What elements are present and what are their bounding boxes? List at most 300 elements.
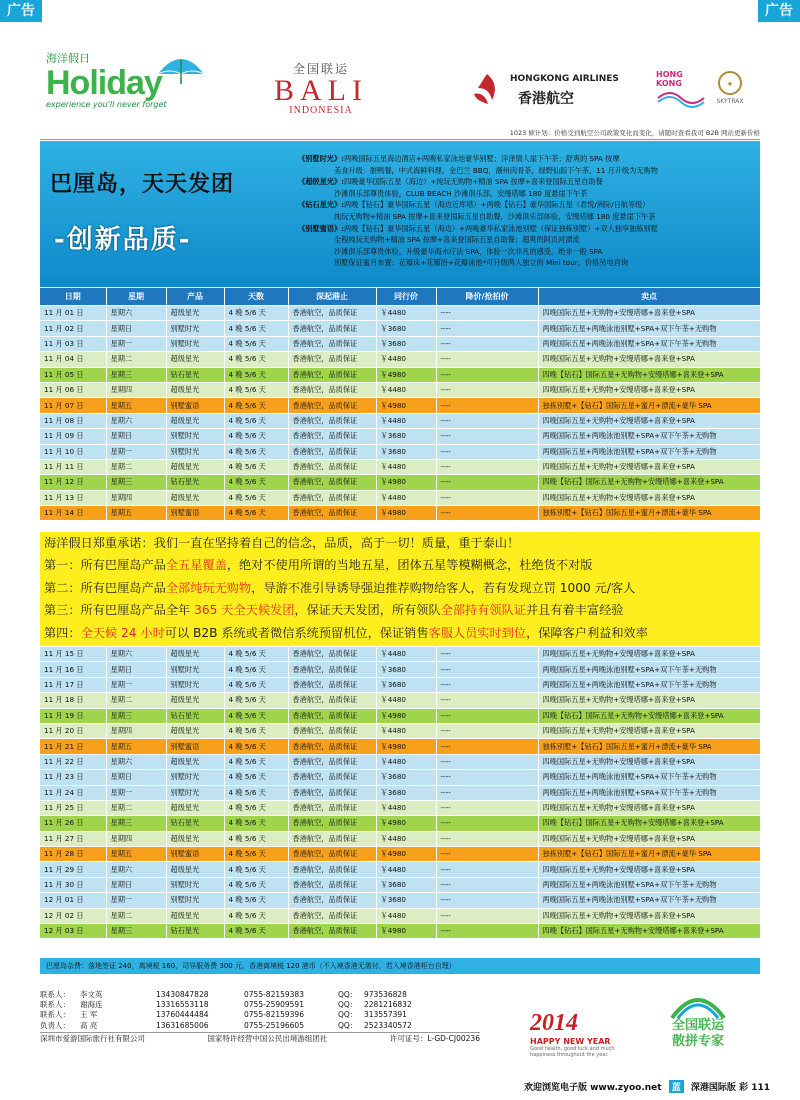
skytrax-badge-icon	[717, 70, 743, 96]
table-row	[40, 382, 760, 397]
cell-date: 11 月 21 日	[40, 739, 106, 754]
table-row	[40, 877, 760, 892]
cell-week: 星期日	[106, 662, 166, 677]
expert-logo	[648, 990, 748, 1060]
package-text: 沙滩俱乐部尊贵体验，升级豪华海水疗法 SPA，体验一次非凡的感受，绝非一般 SPA	[334, 246, 603, 256]
cell-route: 香港航空，品质保证	[288, 723, 376, 738]
cell-days: 4 晚 5/6 天	[224, 893, 288, 908]
cell-route: 香港航空，品质保证	[288, 444, 376, 459]
cell-product: 超级星光	[166, 908, 224, 923]
cell-selling: 两晚国际五星+两晚泳池别墅+SPA+双下午茶+无购物	[538, 321, 760, 336]
contact-role: 负责人：	[40, 1020, 70, 1030]
cell-product: 超级星光	[166, 306, 224, 321]
package-name: 《超级星光》:	[298, 177, 344, 187]
cell-price: ￥4980	[376, 847, 436, 862]
cell-special: ----	[436, 647, 538, 662]
cell-price: ￥4480	[376, 831, 436, 846]
cell-selling: 独栋别墅+【钻石】国际五星+蜜月+漂流+豪华 SPA	[538, 739, 760, 754]
cell-price: ￥3680	[376, 662, 436, 677]
cell-days: 4 晚 5/6 天	[224, 444, 288, 459]
table-row	[40, 770, 760, 785]
cell-week: 星期三	[106, 708, 166, 723]
cell-product: 别墅时光	[166, 893, 224, 908]
cell-selling: 四晚国际五星+无购物+安缦塔娜+喜来登+SPA	[538, 413, 760, 428]
cell-selling: 四晚国际五星+无购物+安缦塔娜+喜来登+SPA	[538, 647, 760, 662]
cell-week: 星期三	[106, 816, 166, 831]
svg-text:★: ★	[726, 80, 734, 88]
hongkong-airlines-logo	[468, 70, 648, 110]
cell-date: 11 月 23 日	[40, 770, 106, 785]
cell-date: 11 月 17 日	[40, 677, 106, 692]
cell-special: ----	[436, 831, 538, 846]
cell-special: ----	[436, 770, 538, 785]
cell-days: 4 晚 5/6 天	[224, 862, 288, 877]
cell-week: 星期二	[106, 459, 166, 474]
expert-line2: 散拼专家	[671, 1034, 724, 1049]
cell-route: 香港航空，品质保证	[288, 459, 376, 474]
cell-week: 星期三	[106, 475, 166, 490]
cell-week: 星期六	[106, 754, 166, 769]
column-header: 产品	[166, 288, 224, 306]
cell-week: 星期六	[106, 413, 166, 428]
column-header: 天数	[224, 288, 288, 306]
package-line	[298, 153, 756, 165]
package-line	[298, 199, 756, 211]
contact-row	[40, 1010, 480, 1020]
bali-logo	[246, 60, 396, 116]
promise-text: 海洋假日郑重承诺：我们一直在坚持着自己的信念，品质，高于一切！质量，重于泰山！	[44, 536, 520, 550]
cell-price: ￥3680	[376, 877, 436, 892]
promise-line	[40, 532, 760, 554]
cell-product: 钻石星光	[166, 924, 224, 939]
cell-days: 4 晚 5/6 天	[224, 398, 288, 413]
ad-tag-left: 广告	[0, 0, 42, 22]
package-list	[298, 153, 756, 269]
cell-date: 12 月 02 日	[40, 908, 106, 923]
cell-date: 11 月 28 日	[40, 847, 106, 862]
promise-highlight: 365 天全天候发团	[194, 603, 295, 618]
column-header: 同行价	[376, 288, 436, 306]
table-row	[40, 306, 760, 321]
cell-product: 别墅时光	[166, 321, 224, 336]
cell-route: 香港航空，品质保证	[288, 506, 376, 521]
license-note: 国家特许经营中国公民出境游组团社	[207, 1033, 328, 1043]
cell-selling: 四晚国际五星+无购物+安缦塔娜+喜来登+SPA	[538, 862, 760, 877]
cell-selling: 四晚国际五星+无购物+安缦塔娜+喜来登+SPA	[538, 908, 760, 923]
cell-days: 4 晚 5/6 天	[224, 723, 288, 738]
contact-qq: 2523340572	[364, 1020, 412, 1030]
holiday-cn: 海洋假日	[46, 52, 90, 65]
cell-date: 11 月 03 日	[40, 336, 106, 351]
cell-special: ----	[436, 816, 538, 831]
package-line	[298, 176, 756, 188]
cell-selling: 四晚国际五星+无购物+安缦塔娜+喜来登+SPA	[538, 352, 760, 367]
cell-special: ----	[436, 924, 538, 939]
cell-product: 超级星光	[166, 800, 224, 815]
promise-line	[40, 622, 760, 644]
column-header: 星期	[106, 288, 166, 306]
cell-price: ￥4480	[376, 754, 436, 769]
cell-price: ￥4980	[376, 398, 436, 413]
table-row	[40, 893, 760, 908]
cell-days: 4 晚 5/6 天	[224, 336, 288, 351]
cell-week: 星期二	[106, 908, 166, 923]
cell-route: 香港航空，品质保证	[288, 662, 376, 677]
promise-text: 第四：	[44, 625, 81, 640]
cell-days: 4 晚 5/6 天	[224, 770, 288, 785]
cell-special: ----	[436, 754, 538, 769]
table-row	[40, 739, 760, 754]
cell-week: 星期五	[106, 506, 166, 521]
cell-date: 11 月 11 日	[40, 459, 106, 474]
cell-date: 11 月 18 日	[40, 693, 106, 708]
cell-product: 别墅蜜语	[166, 847, 224, 862]
cell-product: 别墅时光	[166, 429, 224, 444]
cell-product: 别墅时光	[166, 785, 224, 800]
cell-special: ----	[436, 413, 538, 428]
cell-special: ----	[436, 800, 538, 815]
cell-days: 4 晚 5/6 天	[224, 413, 288, 428]
cell-price: ￥4480	[376, 862, 436, 877]
cell-route: 香港航空，品质保证	[288, 475, 376, 490]
cell-date: 11 月 13 日	[40, 490, 106, 505]
cell-special: ----	[436, 693, 538, 708]
cell-product: 钻石星光	[166, 367, 224, 382]
cell-price: ￥4480	[376, 908, 436, 923]
license-number: 许可证号：L-GD-CJ00236	[389, 1033, 480, 1043]
cell-week: 星期四	[106, 831, 166, 846]
table-row	[40, 398, 760, 413]
promise-line	[40, 554, 760, 576]
cell-selling: 四晚国际五星+无购物+安缦塔娜+喜来登+SPA	[538, 490, 760, 505]
contact-mobile: 13631685006	[156, 1020, 209, 1030]
cell-selling: 四晚国际五星+无购物+安缦塔娜+喜来登+SPA	[538, 723, 760, 738]
cell-special: ----	[436, 677, 538, 692]
contact-role: 联系人：	[40, 990, 70, 999]
expert-line1: 全国联运	[671, 1018, 724, 1033]
cell-week: 星期二	[106, 693, 166, 708]
cell-days: 4 晚 5/6 天	[224, 847, 288, 862]
ny-year: 2014	[530, 1010, 578, 1036]
package-line	[298, 211, 756, 223]
cell-price: ￥4480	[376, 382, 436, 397]
umbrella-icon	[156, 50, 206, 86]
table-row	[40, 908, 760, 923]
cell-week: 星期二	[106, 800, 166, 815]
contact-name: 王 军	[80, 1010, 98, 1020]
bali-en: BALI	[274, 74, 368, 107]
promise-text: ，绝对不使用所谓的当地五星，团体五星等模糊概念，杜绝货不对版	[226, 558, 593, 573]
cell-days: 4 晚 5/6 天	[224, 708, 288, 723]
cell-days: 4 晚 5/6 天	[224, 429, 288, 444]
contact-name: 高 亮	[80, 1020, 98, 1030]
cell-price: ￥3680	[376, 677, 436, 692]
company-line	[40, 1032, 480, 1044]
contact-role: 联系人：	[40, 1000, 70, 1010]
table-row	[40, 831, 760, 846]
cell-days: 4 晚 5/6 天	[224, 831, 288, 846]
hero-banner	[40, 141, 760, 287]
table-row	[40, 723, 760, 738]
cell-date: 11 月 05 日	[40, 367, 106, 382]
cell-days: 4 晚 5/6 天	[224, 647, 288, 662]
cell-price: ￥4480	[376, 693, 436, 708]
package-name: 《别墅时光》:	[298, 154, 344, 163]
cell-date: 12 月 01 日	[40, 893, 106, 908]
cell-days: 4 晚 5/6 天	[224, 321, 288, 336]
cell-week: 星期一	[106, 677, 166, 692]
column-header: 深起港止	[288, 288, 376, 306]
cell-date: 11 月 25 日	[40, 800, 106, 815]
table-row	[40, 816, 760, 831]
cell-days: 4 晚 5/6 天	[224, 352, 288, 367]
cell-week: 星期三	[106, 924, 166, 939]
promise-text: 并且有着丰富经验	[525, 603, 624, 618]
table-row	[40, 490, 760, 505]
cell-price: ￥3680	[376, 336, 436, 351]
footer-edition: 深港国际版	[690, 1083, 736, 1093]
cell-route: 香港航空，品质保证	[288, 877, 376, 892]
cell-price: ￥4980	[376, 506, 436, 521]
cell-days: 4 晚 5/6 天	[224, 677, 288, 692]
cell-product: 别墅蜜语	[166, 739, 224, 754]
table-row	[40, 459, 760, 474]
cell-product: 别墅时光	[166, 770, 224, 785]
cell-price: ￥4980	[376, 924, 436, 939]
cell-special: ----	[436, 847, 538, 862]
promise-highlight: 客服人员实时到位	[428, 625, 527, 640]
promise-text: 可以 B2B 系统或者微信系统预留机位，保证销售	[164, 625, 429, 640]
package-line	[298, 234, 756, 246]
cell-date: 11 月 16 日	[40, 662, 106, 677]
hong-kong-logo	[656, 70, 708, 106]
cell-selling: 四晚【钻石】国际五星+无购物+安缦塔娜+喜来登+SPA	[538, 475, 760, 490]
cell-week: 星期六	[106, 647, 166, 662]
cell-special: ----	[436, 459, 538, 474]
cell-week: 星期六	[106, 862, 166, 877]
cell-price: ￥4980	[376, 475, 436, 490]
cell-special: ----	[436, 321, 538, 336]
hero-title: 巴厘岛，天天发团	[50, 172, 235, 197]
cell-date: 11 月 01 日	[40, 306, 106, 321]
contact-name: 李文英	[80, 990, 103, 999]
cell-product: 别墅蜜语	[166, 398, 224, 413]
cell-price: ￥3680	[376, 893, 436, 908]
cell-special: ----	[436, 382, 538, 397]
cell-date: 11 月 19 日	[40, 708, 106, 723]
contact-qq: 313557391	[364, 1010, 407, 1020]
cell-route: 香港航空，品质保证	[288, 647, 376, 662]
cell-route: 香港航空，品质保证	[288, 770, 376, 785]
cell-days: 4 晚 5/6 天	[224, 306, 288, 321]
cell-price: ￥4480	[376, 490, 436, 505]
promise-line	[40, 577, 760, 599]
cell-selling: 四晚国际五星+无购物+安缦塔娜+喜来登+SPA	[538, 831, 760, 846]
hka-cn: 香港航空	[518, 91, 574, 107]
cell-product: 超级星光	[166, 413, 224, 428]
package-text: 四晚豪华国际五星（海边）+纯玩无购物+精油 SPA 按摩+喜来登国际五星自助餐	[344, 177, 603, 187]
cell-days: 4 晚 5/6 天	[224, 382, 288, 397]
cell-product: 钻石星光	[166, 708, 224, 723]
cell-route: 香港航空，品质保证	[288, 800, 376, 815]
cell-days: 4 晚 5/6 天	[224, 739, 288, 754]
cell-date: 11 月 04 日	[40, 352, 106, 367]
cell-selling: 两晚国际五星+两晚泳池别墅+SPA+双下午茶+无购物	[538, 677, 760, 692]
cell-week: 星期五	[106, 398, 166, 413]
cell-date: 11 月 12 日	[40, 475, 106, 490]
cell-product: 钻石星光	[166, 816, 224, 831]
cell-week: 星期日	[106, 321, 166, 336]
cell-date: 11 月 22 日	[40, 754, 106, 769]
cell-special: ----	[436, 475, 538, 490]
cell-price: ￥4480	[376, 459, 436, 474]
cell-week: 星期四	[106, 490, 166, 505]
promise-text: ，保证天天发团，所有领队	[294, 603, 441, 618]
table-row	[40, 475, 760, 490]
cell-week: 星期二	[106, 352, 166, 367]
cell-selling: 四晚【钻石】国际五星+无购物+安缦塔娜+喜来登+SPA	[538, 367, 760, 382]
table-row	[40, 321, 760, 336]
table-row	[40, 662, 760, 677]
cell-product: 超级星光	[166, 831, 224, 846]
price-notice: 1023 倾计划：价格受到航空公司政策变化而变化，请随时查看我司 B2B 网站更新价格	[40, 128, 760, 140]
cell-product: 超级星光	[166, 459, 224, 474]
cell-route: 香港航空，品质保证	[288, 382, 376, 397]
table-row	[40, 862, 760, 877]
cell-selling: 独栋别墅+【钻石】国际五星+蜜月+漂流+豪华 SPA	[538, 506, 760, 521]
cell-days: 4 晚 5/6 天	[224, 475, 288, 490]
cell-days: 4 晚 5/6 天	[224, 908, 288, 923]
cell-route: 香港航空，品质保证	[288, 908, 376, 923]
contact-qq-label: QQ：	[338, 1000, 358, 1010]
cell-date: 11 月 29 日	[40, 862, 106, 877]
cell-price: ￥3680	[376, 321, 436, 336]
cell-week: 星期一	[106, 893, 166, 908]
cell-days: 4 晚 5/6 天	[224, 924, 288, 939]
cell-product: 别墅时光	[166, 677, 224, 692]
bali-cn: 全国联运	[292, 62, 349, 76]
cell-route: 香港航空，品质保证	[288, 754, 376, 769]
promise-text: ，导游不准引导诱导强迫推荐购物给客人，若有发现立罚 1000 元/客人	[251, 580, 636, 595]
cell-price: ￥4480	[376, 352, 436, 367]
cell-price: ￥4980	[376, 708, 436, 723]
table-row	[40, 847, 760, 862]
hk-text: HONG KONG	[656, 70, 683, 88]
cell-selling: 四晚国际五星+无购物+安缦塔娜+喜来登+SPA	[538, 306, 760, 321]
holiday-en: Holiday	[46, 64, 162, 102]
contact-qq: 2281216832	[364, 1000, 412, 1010]
cell-special: ----	[436, 908, 538, 923]
cell-product: 超级星光	[166, 723, 224, 738]
cell-special: ----	[436, 862, 538, 877]
cell-selling: 四晚国际五星+无购物+安缦塔娜+喜来登+SPA	[538, 693, 760, 708]
contact-qq: 973536828	[364, 990, 407, 999]
table-row	[40, 352, 760, 367]
column-header: 降价/抢拍价	[436, 288, 538, 306]
cell-week: 星期四	[106, 723, 166, 738]
company-name: 深圳市爱游国际旅行社有限公司	[40, 1033, 145, 1043]
table-row	[40, 785, 760, 800]
package-text: 两晚国际五星海边酒店+两晚私家泳池豪华别墅；洋泽情人崖下午茶；舒爽的 SPA 按摩	[344, 154, 620, 163]
contact-name: 谢海连	[80, 1000, 103, 1010]
cell-selling: 四晚【钻石】国际五星+无购物+安缦塔娜+喜来登+SPA	[538, 816, 760, 831]
cell-week: 星期一	[106, 785, 166, 800]
hk-ribbon-icon	[656, 88, 706, 108]
cell-product: 别墅时光	[166, 662, 224, 677]
footer-site-link[interactable]: www.zyoo.net	[590, 1083, 662, 1093]
cell-special: ----	[436, 336, 538, 351]
cell-week: 星期一	[106, 444, 166, 459]
cell-special: ----	[436, 723, 538, 738]
table-row	[40, 924, 760, 939]
cell-days: 4 晚 5/6 天	[224, 693, 288, 708]
cell-route: 香港航空，品质保证	[288, 413, 376, 428]
extra-fees-bar: 巴厘岛杂费：落地签证 240，离境税 160，司导服务费 300 元，香港离境税 120 港币（不入境香港无需付，若入境香港柜台自理）	[40, 958, 760, 974]
cell-route: 香港航空，品质保证	[288, 490, 376, 505]
cell-week: 星期一	[106, 336, 166, 351]
package-text: 全程纯玩无购物+精油 SPA 按摩+喜来登国际五星自助餐；超爽的阿贡河漂流	[334, 235, 580, 245]
cell-special: ----	[436, 893, 538, 908]
cell-date: 11 月 24 日	[40, 785, 106, 800]
cell-route: 香港航空，品质保证	[288, 352, 376, 367]
table-row	[40, 444, 760, 459]
cell-price: ￥3680	[376, 444, 436, 459]
skytrax-logo	[710, 70, 750, 105]
contact-row	[40, 990, 480, 1000]
cell-date: 12 月 03 日	[40, 924, 106, 939]
promise-text: 第一：所有巴厘岛产品	[44, 558, 166, 573]
cell-route: 香港航空，品质保证	[288, 306, 376, 321]
promise-text: 第二：所有巴厘岛产品	[44, 580, 166, 595]
cell-price: ￥3680	[376, 770, 436, 785]
new-year-logo	[530, 1010, 640, 1064]
cell-date: 11 月 07 日	[40, 398, 106, 413]
cell-selling: 两晚国际五星+两晚泳池别墅+SPA+双下午茶+无购物	[538, 336, 760, 351]
cell-date: 11 月 10 日	[40, 444, 106, 459]
package-text: 两晚【钻石】豪华国际五星（海边近库塔）+两晚【钻石】豪华国际五星（君悦/洲际/日航等级）	[344, 200, 650, 210]
edition-badge: 蓝	[669, 1080, 684, 1093]
cell-price: ￥3680	[376, 785, 436, 800]
cell-price: ￥4480	[376, 723, 436, 738]
cell-product: 超级星光	[166, 862, 224, 877]
cell-days: 4 晚 5/6 天	[224, 662, 288, 677]
contact-phone: 0755-25196605	[244, 1020, 304, 1030]
cell-product: 别墅时光	[166, 444, 224, 459]
cell-special: ----	[436, 398, 538, 413]
cell-date: 11 月 15 日	[40, 647, 106, 662]
contact-row	[40, 1000, 480, 1010]
cell-selling: 四晚国际五星+无购物+安缦塔娜+喜来登+SPA	[538, 382, 760, 397]
skytrax-text: SKYTRAX	[716, 98, 744, 105]
schedule-table-1	[40, 288, 761, 521]
cell-week: 星期六	[106, 306, 166, 321]
holiday-sub: experience you'll never forget	[46, 100, 167, 109]
contact-qq-label: QQ：	[338, 1020, 358, 1030]
cell-days: 4 晚 5/6 天	[224, 459, 288, 474]
package-text: 别墅保证蜜月布置：花瓣床+花瓣浴+花瓣泳池*可升级两人独立的 Mini tour，价格另电咨询	[334, 258, 629, 268]
cell-week: 星期日	[106, 429, 166, 444]
cell-selling: 四晚国际五星+无购物+安缦塔娜+喜来登+SPA	[538, 800, 760, 815]
table-row	[40, 336, 760, 351]
cell-route: 香港航空，品质保证	[288, 816, 376, 831]
cell-special: ----	[436, 444, 538, 459]
cell-special: ----	[436, 429, 538, 444]
contact-row	[40, 1021, 480, 1031]
cell-days: 4 晚 5/6 天	[224, 367, 288, 382]
contact-phone: 0755-82159396	[244, 1010, 304, 1020]
cell-date: 11 月 30 日	[40, 877, 106, 892]
bali-sub: INDONESIA	[289, 105, 353, 116]
